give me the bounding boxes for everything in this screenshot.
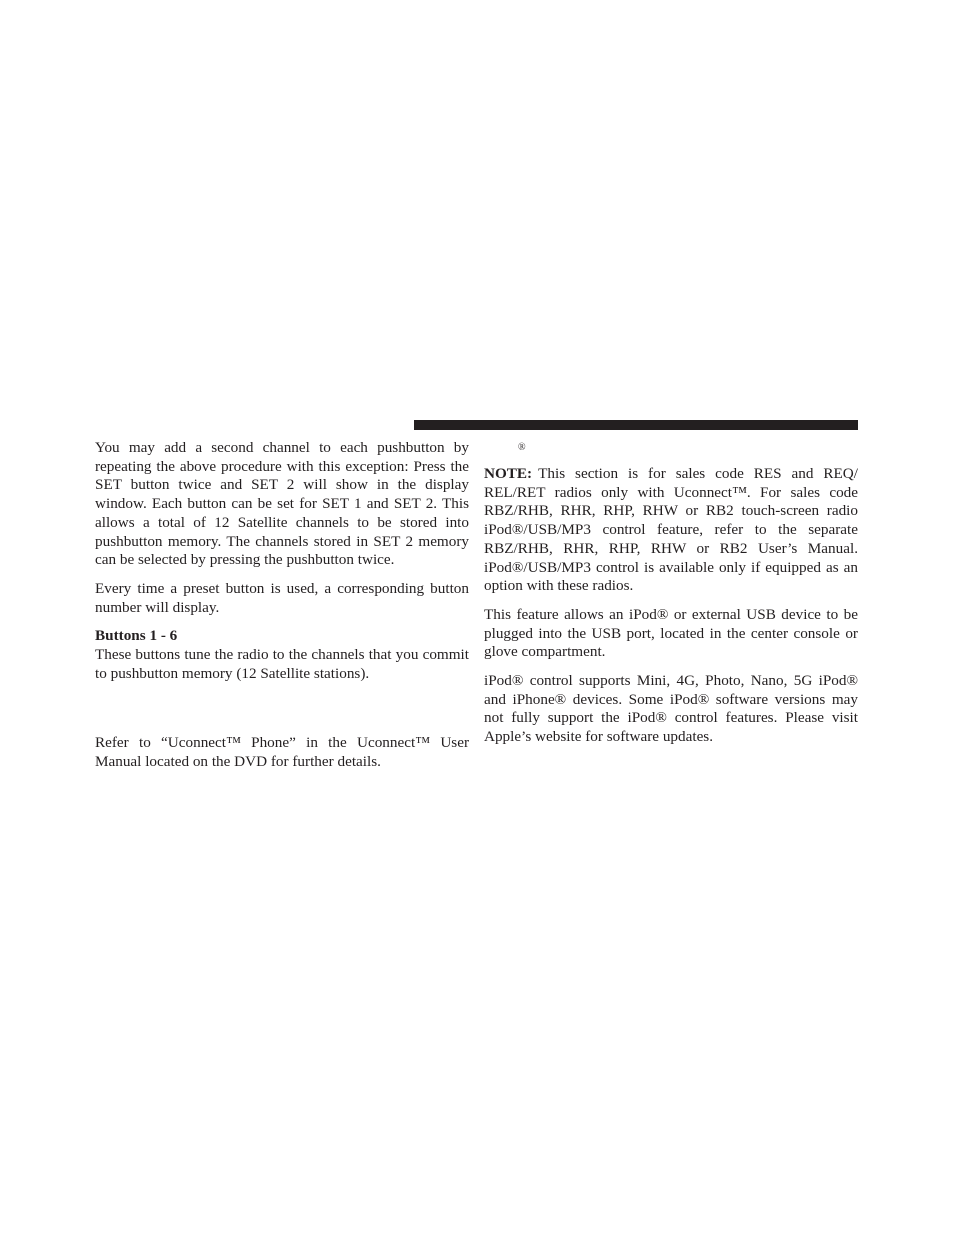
paragraph-buttons-tune: These buttons tune the radio to the channels that you commit to pushbutton memory (12 Satellite stations).: [95, 646, 469, 682]
note-text: This section is for sales code RES and REQ/ REL/RET radios only with Uconnect™. For sales code RBZ/RHB, RHR, RHP, RHW or RB2 touch-screen radio iPod®/USB/MP3 control feature, refer to the separate RBZ/RHB, RHR, RHP, RHW or RB2 User’s Manual. iPod®/USB/MP3 control is available only if equipped as an option with these radios.: [484, 465, 858, 595]
section-header-bar: [414, 420, 858, 430]
right-column: [484, 439, 858, 757]
paragraph-second-channel: You may add a second channel to each pushbutton by repeating the above procedure with this exception: Press the SET button twice and SET 2 will show in the display window. Each button can be set for SET 1 and SET 2. This allows a total of 12 Satellite channels to be stored into pushbutton memory. The channels stored in SET 2 memory can be selected by pressing the pushbutton twice.: [95, 439, 469, 569]
paragraph-feature-usb: This feature allows an iPod® or external USB device to be plugged into the USB port, located in the center console or glove compartment.: [484, 605, 858, 661]
paragraph-uconnect-phone: Refer to “Uconnect™ Phone” in the Uconnect™ User Manual located on the DVD for further details.: [95, 734, 469, 771]
left-column: [95, 439, 469, 782]
paragraph-preset-display: Every time a preset button is used, a corresponding button number will display.: [95, 579, 469, 616]
heading-buttons-1-6: Buttons 1 - 6: [95, 627, 178, 645]
section-gap: [95, 693, 469, 734]
note-label: NOTE:: [484, 465, 533, 482]
paragraph-ipod-support: iPod® control supports Mini, 4G, Photo, Nano, 5G iPod® and iPhone® devices. Some iPod® software versions may not fully support the iPod® control features. Please visit Apple’s website for software updates.: [484, 672, 858, 746]
registered-mark: ®: [518, 442, 526, 453]
note-paragraph: [484, 465, 858, 596]
